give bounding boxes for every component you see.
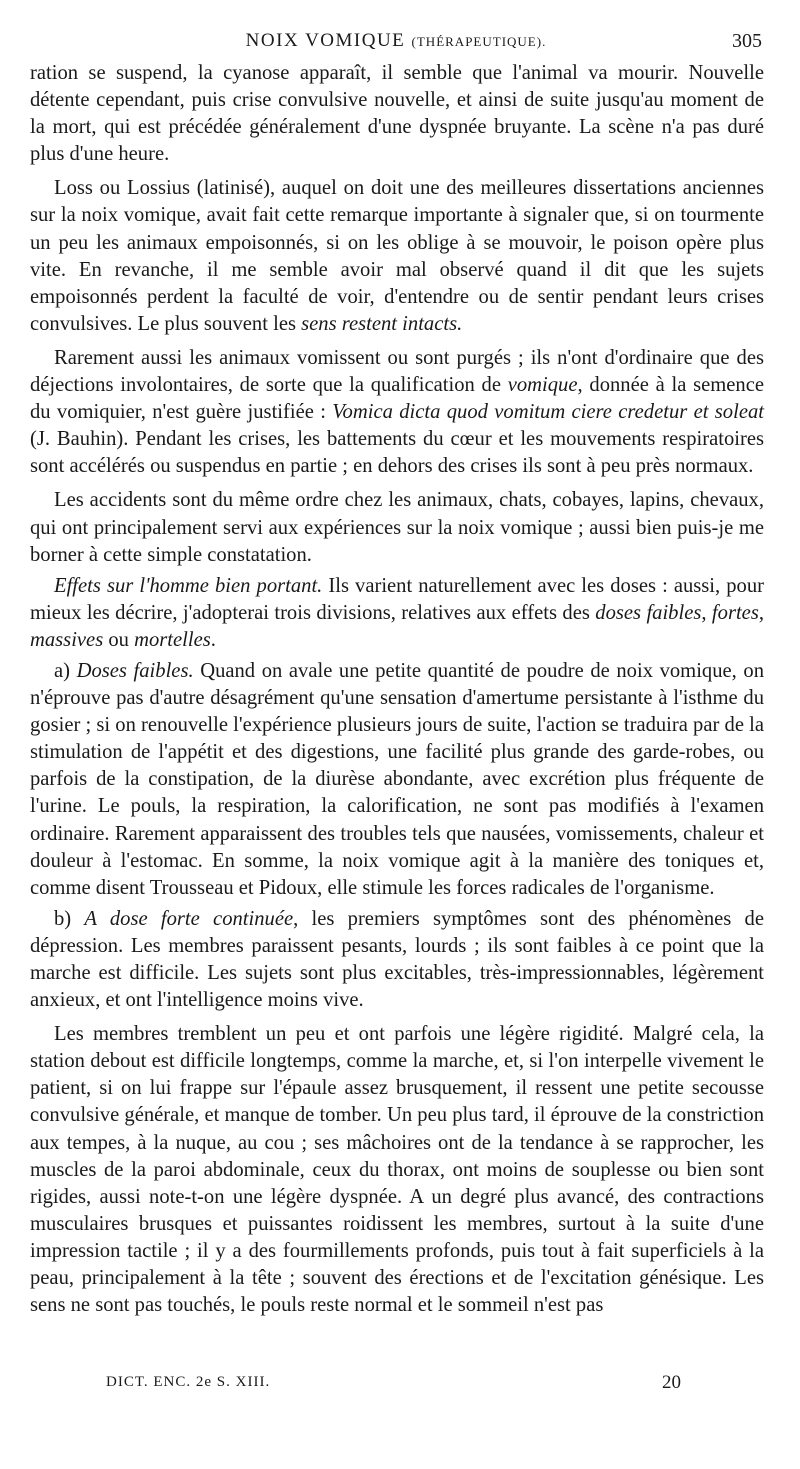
italic-text: mortelles (134, 628, 211, 651)
italic-text: Effets sur l'homme bien portant. (54, 574, 323, 597)
text-run: b) (54, 907, 85, 930)
italic-text: massives (30, 628, 104, 651)
text-run: Rarement aussi les animaux vomissent ou sont purgés ; ils n'ont d'ordinaire que des déjections involontaires, de sorte que la qualification de (30, 346, 764, 397)
italic-text: fortes (711, 601, 759, 624)
italic-text: Vomica dicta quod vomitum ciere credetur et soleat (332, 401, 764, 424)
paragraph (30, 1021, 764, 1319)
sheet-number: 20 (662, 1372, 681, 1393)
italic-text: sens restent intacts. (301, 312, 463, 335)
text-run: , les premiers symptômes sont des phénomènes de dépression. Les membres paraissent pesants, lourds ; ils sont faibles à ce point que la marche est difficile. Les sujets sont plus excitables, très-impressionnables, légèrement anxieux, et ont l'intelligence moins vive. (30, 907, 764, 1012)
text-run: a) (54, 659, 77, 682)
text-run: Ils varient naturellement avec les doses : aussi, pour mieux les décrire, j'adopterai trois divisions, relatives aux effets des (30, 574, 764, 624)
text-run: (J. Bauhin). Pendant les crises, les battements du cœur et les mouvements respiratoires sont accélérés ou suspendus en partie ; en dehors des crises ils sont à peu près normaux. (30, 428, 764, 478)
text-run: ration se suspend, la cyanose apparaît, il semble que l'animal va mourir. Nouvelle détente cependant, puis crise convulsive nouvelle, et ainsi de suite jusqu'au moment de la mort, qui est précédée généralement d'une dyspnée bruyante. La scène n'a pas duré plus d'une heure. (30, 62, 764, 166)
running-head (30, 30, 762, 56)
paragraph (30, 175, 764, 338)
paragraph (30, 906, 764, 1014)
page-footer (0, 1372, 800, 1398)
text-run: Loss ou Lossius (latinisé), auquel on doit une des meilleures dissertations anciennes sur la noix vomique, avait fait cette remarque importante à signaler que, si on tourmente un peu les animaux empoisonnés, si on les oblige à se mouvoir, le poison opère plus vite. En revanche, il me semble avoir mal observé quand il dit que les sujets empoisonnés perdent la faculté de voir, d'entendre ou de sentir pendant leurs crises convulsives. Le plus souvent les (30, 177, 764, 335)
text-run: . (210, 628, 216, 651)
text-run: Les accidents sont du même ordre chez les animaux, chats, cobayes, lapins, chevaux, qui ont principalement servi aux expériences sur la noix vomique ; aussi bien puis-je me borner à cette simple constatation. (30, 489, 764, 566)
paragraph (30, 573, 764, 654)
body-text (30, 60, 764, 1319)
page-number: 305 (732, 30, 762, 52)
italic-text: A dose forte continuée (84, 907, 294, 930)
paragraph (30, 658, 764, 902)
header-title: NOIX VOMIQUE (245, 30, 406, 51)
text-run: Les membres tremblent un peu et ont parfois une légère rigidité. Malgré cela, la station debout est difficile longtemps, comme la marche, et, si l'on interpelle vivement le patient, si on lui frappe sur l'épaule assez brusquement, il ressent une petite secousse convulsive générale, et manque de tomber. Un peu plus tard, il éprouve de la constriction aux tempes, à la nuque, au cou ; ses mâchoires ont de la tendance à se rapprocher, les muscles de la paroi abdominale, ceux du thorax, ont moins de souplesse ou bien sont rigides, aussi note-t-on une légère dyspnée. A un degré plus avancé, des contractions musculaires brusques et puissantes roidissent les membres, surtout à la suite d'une impression tactile ; il y a des fourmillements profonds, puis tout à fait superficiels à la peau, principalement à la tête ; souvent des érections et de l'excitation génésique. Les sens ne sont pas touchés, le pouls reste normal et le sommeil n'est pas (30, 1023, 764, 1317)
paragraph (30, 60, 764, 168)
header-subtitle: (THÉRAPEUTIQUE). (411, 34, 547, 49)
paragraph (30, 345, 764, 480)
text-run: , (758, 601, 764, 624)
paragraph (30, 487, 764, 568)
italic-text: vomique (507, 374, 578, 397)
signature-mark: DICT. ENC. 2e S. XIII. (106, 1374, 271, 1390)
text-run: , donnée à la semence du vomiquier, n'est guère justifiée : (30, 374, 765, 424)
text-run: ou (103, 628, 135, 651)
italic-text: doses faibles (595, 601, 702, 624)
text-run: , (701, 601, 712, 624)
text-run: Quand on avale une petite quantité de poudre de noix vomique, on n'éprouve pas d'autre désagrément qu'une sensation d'amertume persistante à l'isthme du gosier ; si on renouvelle l'expérience plusieurs jours de suite, l'action se traduira par de la stimulation de l'appétit et des digestions, une facilité plus grande des garde-robes, ou parfois de la constipation, de la diurèse abondante, avec excrétion plus fréquente de l'urine. Le pouls, la respiration, la calorification, ne sont pas modifiés à l'examen ordinaire. Rarement apparaissent des troubles tels que nausées, vomissements, chaleur et douleur à l'estomac. En somme, la noix vomique agit à la manière des toniques et, comme disent Trousseau et Pidoux, elle stimule les forces radicales de l'organisme. (30, 659, 764, 899)
running-title (30, 30, 762, 52)
italic-text: Doses faibles. (76, 659, 194, 682)
